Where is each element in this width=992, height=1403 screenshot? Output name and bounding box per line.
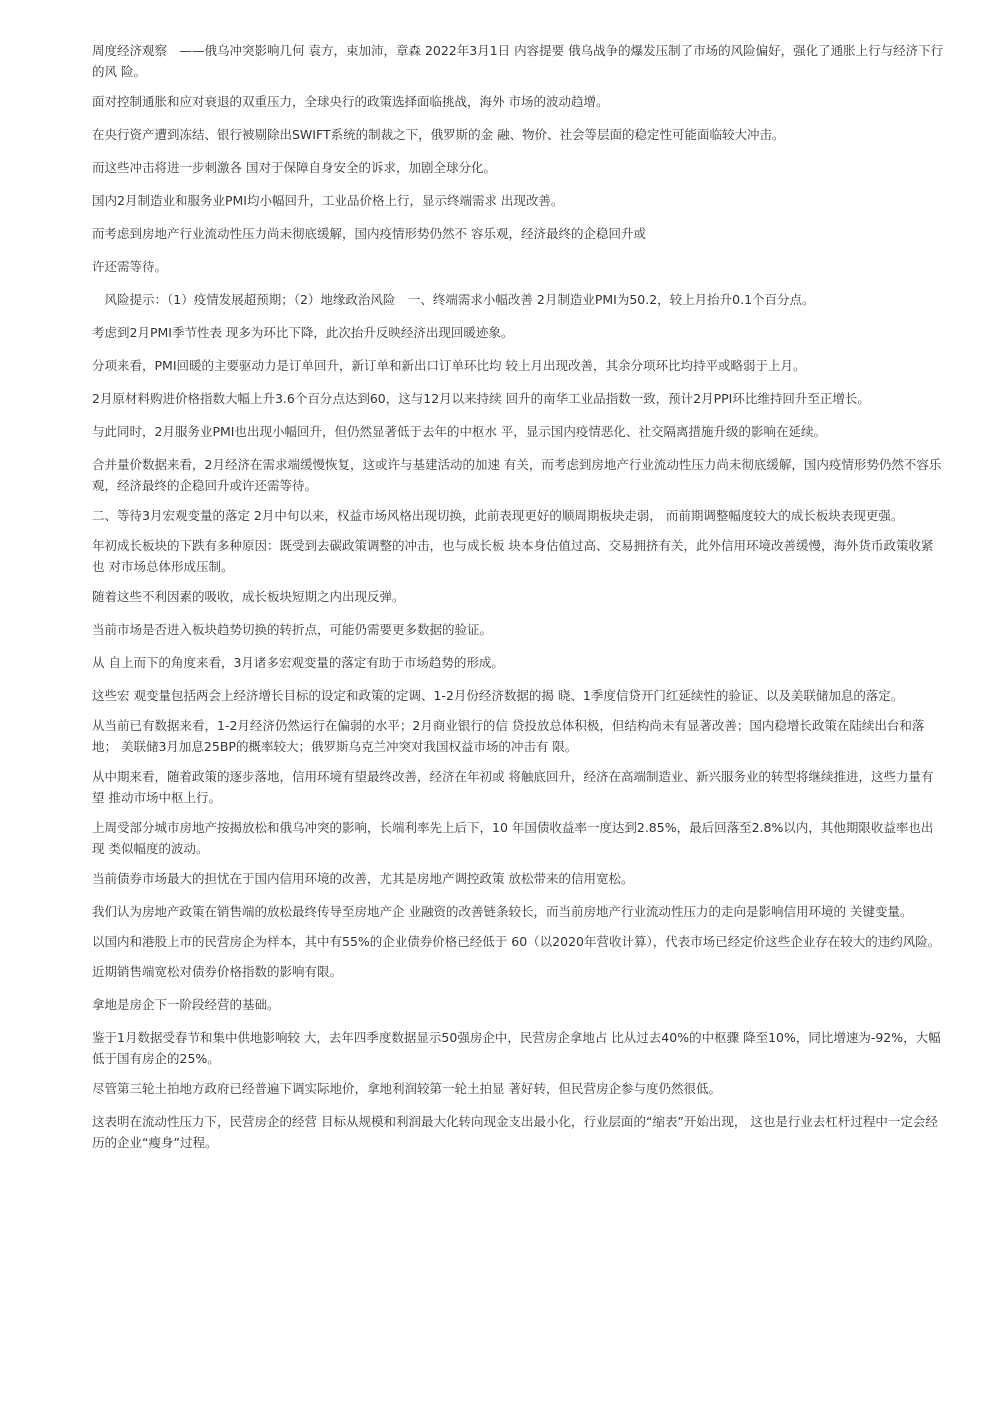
paragraph: 在央行资产遭到冻结、银行被剔除出SWIFT系统的制裁之下，俄罗斯的金 融、物价、社会等层面的稳定性可能面临较大冲击。 xyxy=(92,127,785,142)
paragraph: 与此同时，2月服务业PMI也出现小幅回升，但仍然显著低于去年的中枢水 平，显示国内疫情恶化、社交隔离措施升级的影响在延续。 xyxy=(92,424,826,439)
paragraph-header: 周度经济观察 ——俄乌冲突影响几何 袁方，束加沛，章森 2022年3月1日 内容提要 俄乌战争的爆发压制了市场的风险偏好，强化了通胀上行与经济下行的风 险。 xyxy=(92,43,944,79)
paragraph: 合并量价数据来看，2月经济在需求端缓慢恢复，这或许与基建活动的加速 有关，而考虑到房地产行业流动性压力尚未彻底缓解，国内疫情形势仍然不容乐 观，经济最终的企稳回升或许还需等待。 xyxy=(92,457,942,493)
paragraph: 从中期来看，随着政策的逐步落地，信用环境有望最终改善，经济在年初或 将触底回升，经济在高端制造业、新兴服务业的转型将继续推进，这些力量有望 推动市场中枢上行。 xyxy=(92,769,934,805)
paragraph: 拿地是房企下一阶段经营的基础。 xyxy=(92,997,280,1012)
paragraph: 近期销售端宽松对债券价格指数的影响有限。 xyxy=(92,964,343,979)
paragraph: 国内2月制造业和服务业PMI均小幅回升，工业品价格上行，显示终端需求 出现改善。 xyxy=(92,193,564,208)
paragraph: 当前债券市场最大的担忧在于国内信用环境的改善，尤其是房地产调控政策 放松带来的信用宽松。 xyxy=(92,871,634,886)
paragraph: 上周受部分城市房地产按揭放松和俄乌冲突的影响，长端利率先上后下，10 年国债收益率一度达到2.85%，最后回落至2.8%以内，其他期限收益率也出现 类似幅度的波动。 xyxy=(92,820,934,856)
document-body xyxy=(92,40,944,1165)
paragraph: 考虑到2月PMI季节性表 现多为环比下降，此次抬升反映经济出现回暖迹象。 xyxy=(92,325,514,340)
paragraph: 而这些冲击将进一步刺激各 国对于保障自身安全的诉求，加剧全球分化。 xyxy=(92,160,496,175)
paragraph: 这些宏 观变量包括两会上经济增长目标的设定和政策的定调、1-2月份经济数据的揭 晓、1季度信贷开门红延续性的验证、以及美联储加息的落定。 xyxy=(92,688,904,703)
paragraph: 从 自上而下的角度来看，3月诸多宏观变量的落定有助于市场趋势的形成。 xyxy=(92,655,504,670)
paragraph: 分项来看，PMI回暖的主要驱动力是订单回升，新订单和新出口订单环比均 较上月出现改善，其余分项环比均持平或略弱于上月。 xyxy=(92,358,806,373)
paragraph: 鉴于1月数据受春节和集中供地影响较 大，去年四季度数据显示50强房企中，民营房企拿地占 比从过去40%的中枢骤 降至10%，同比增速为-92%，大幅低于国有房企的25%。 xyxy=(92,1030,941,1066)
paragraph: 以国内和港股上市的民营房企为样本，其中有55%的企业债券价格已经低于 60（以2020年营收计算），代表市场已经定价这些企业存在较大的违约风险。 xyxy=(92,934,941,949)
paragraph: 年初成长板块的下跌有多种原因：既受到去碳政策调整的冲击，也与成长板 块本身估值过高、交易拥挤有关，此外信用环境改善缓慢，海外货币政策收紧也 对市场总体形成压制。 xyxy=(92,538,934,574)
paragraph: 这表明在流动性压力下，民营房企的经营 目标从规模和利润最大化转向现金支出最小化，行业层面的“缩表”开始出现， 这也是行业去杠杆过程中一定会经历的企业“瘦身”过程。 xyxy=(92,1114,938,1150)
paragraph: 我们认为房地产政策在销售端的放松最终传导至房地产企 业融资的改善链条较长，而当前房地产行业流动性压力的走向是影响信用环境的 关键变量。 xyxy=(92,904,913,919)
paragraph: 面对控制通胀和应对衰退的双重压力，全球央行的政策选择面临挑战，海外 市场的波动趋增。 xyxy=(92,94,609,109)
paragraph: 尽管第三轮土拍地方政府已经普遍下调实际地价，拿地利润较第一轮土拍显 著好转，但民营房企参与度仍然很低。 xyxy=(92,1081,721,1096)
paragraph: 许还需等待。 xyxy=(92,259,168,274)
paragraph: 风险提示：（1）疫情发展超预期；（2）地缘政治风险 一、终端需求小幅改善 2月制造业PMI为50.2，较上月抬升0.1个百分点。 xyxy=(92,292,815,307)
paragraph: 随着这些不利因素的吸收，成长板块短期之内出现反弹。 xyxy=(92,589,405,604)
paragraph: 当前市场是否进入板块趋势切换的转折点，可能仍需要更多数据的验证。 xyxy=(92,622,493,637)
paragraph: 2月原材料购进价格指数大幅上升3.6个百分点达到60，这与12月以来持续 回升的南华工业品指数一致，预计2月PPI环比维持回升至正增长。 xyxy=(92,391,870,406)
paragraph: 而考虑到房地产行业流动性压力尚未彻底缓解，国内疫情形势仍然不 容乐观，经济最终的企稳回升或 xyxy=(92,226,646,241)
paragraph: 二、等待3月宏观变量的落定 2月中旬以来，权益市场风格出现切换，此前表现更好的顺周期板块走弱， 而前期调整幅度较大的成长板块表现更强。 xyxy=(92,508,904,523)
paragraph: 从当前已有数据来看，1-2月经济仍然运行在偏弱的水平；2月商业银行的信 贷投放总体积极，但结构尚未有显著改善；国内稳增长政策在陆续出台和落地； 美联储3月加息25BP的概率较大；俄罗斯乌克兰冲突对我国权益市场的冲击有 限。 xyxy=(92,718,925,754)
